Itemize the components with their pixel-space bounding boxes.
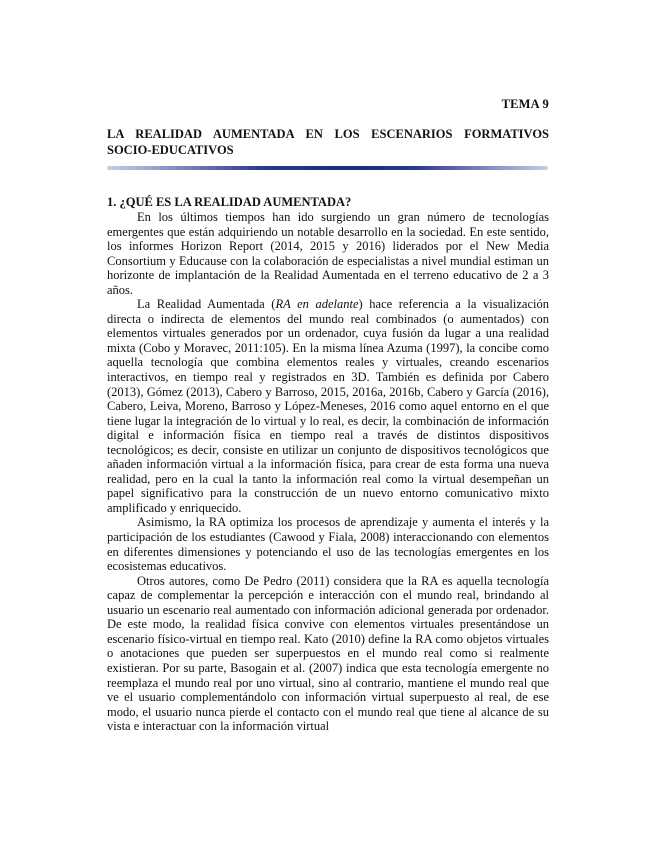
chapter-title: LA REALIDAD AUMENTADA EN LOS ESCENARIOS FORMATIVOS SOCIO-EDUCATIVOS [107,127,549,157]
title-divider [107,166,548,170]
section-heading: 1. ¿QUÉ ES LA REALIDAD AUMENTADA? [107,195,352,209]
paragraph: Otros autores, como De Pedro (2011) considera que la RA es aquella tecnología capaz de complementar la percepción e interacción con el mundo real, brindando al usuario un escenario real aumentado con información adicional generada por ordenador. De este modo, la realidad física convive con elementos virtuales presentándose un escenario físico-virtual en tiempo real. Kato (2010) define la RA como objetos virtuales o anotaciones que pueden ser superpuestos en el mundo real como si realmente existieran. Por su parte, Basogain et al. (2007) indica que esta tecnología emergente no reemplaza el mundo real por uno virtual, sino al contrario, mantiene el mundo real que ve el usuario complementándolo con información virtual superpuesto al real, de ese modo, el usuario nunca pierde el contacto con el mundo real que tiene al alcance de su vista e interactuar con la información virtual [107,573,549,734]
paragraph: Asimismo, la RA optimiza los procesos de aprendizaje y aumenta el interés y la participación de los estudiantes (Cawood y Fiala, 2008) interaccionando con elementos en diferentes dimensiones y potenciando el uso de las tecnologías emergentes en los ecosistemas educativos. [107,515,549,574]
body-text [107,210,549,734]
paragraph: En los últimos tiempos han ido surgiendo un gran número de tecnologías emergentes que están adquiriendo un notable desarrollo en la sociedad. En este sentido, los informes Horizon Report (2014, 2015 y 2016) liderados por el New Media Consortium y Educause con la colaboración de especialistas a nivel mundial estiman un horizonte de implantación de la Realidad Aumentada en el terreno educativo de 2 a 3 años. [107,210,549,297]
paragraph-text: ) hace referencia a la visualización directa o indirecta de elementos del mundo real combinados (o aumentados) con elementos virtuales generados por un ordenador, cuya fusión da lugar a una realidad mixta (Cobo y Moravec, 2011:105). En la misma línea Azuma (1997), la concibe como aquella tecnología que combina elementos reales y virtuales, creando escenarios interactivos, en tiempo real y registrados en 3D. También es definida por Cabero (2013), Gómez (2013), Cabero y Barroso, 2015, 2016a, 2016b, Cabero y García (2016), Cabero, Leiva, Moreno, Barroso y López-Meneses, 2016 como aquel entorno en el que tiene lugar la integración de lo virtual y lo real, es decir, la combinación de información digital e información física en tiempo real a través de distintos dispositivos tecnológicos; es decir, consiste en utilizar un conjunto de dispositivos tecnológicos que añaden información virtual a la información física, para crear de esta forma una nueva realidad, pero en la cual la tanto la información real como la virtual desempeñan un papel significativo para la construcción de un nuevo entorno comunicativo mixto amplificado y enriquecido. [107,297,549,515]
paragraph-italic-text: RA en adelante [275,297,359,312]
paragraph [107,297,549,515]
chapter-number: TEMA 9 [501,97,549,111]
paragraph-text: La Realidad Aumentada ( [137,297,276,312]
